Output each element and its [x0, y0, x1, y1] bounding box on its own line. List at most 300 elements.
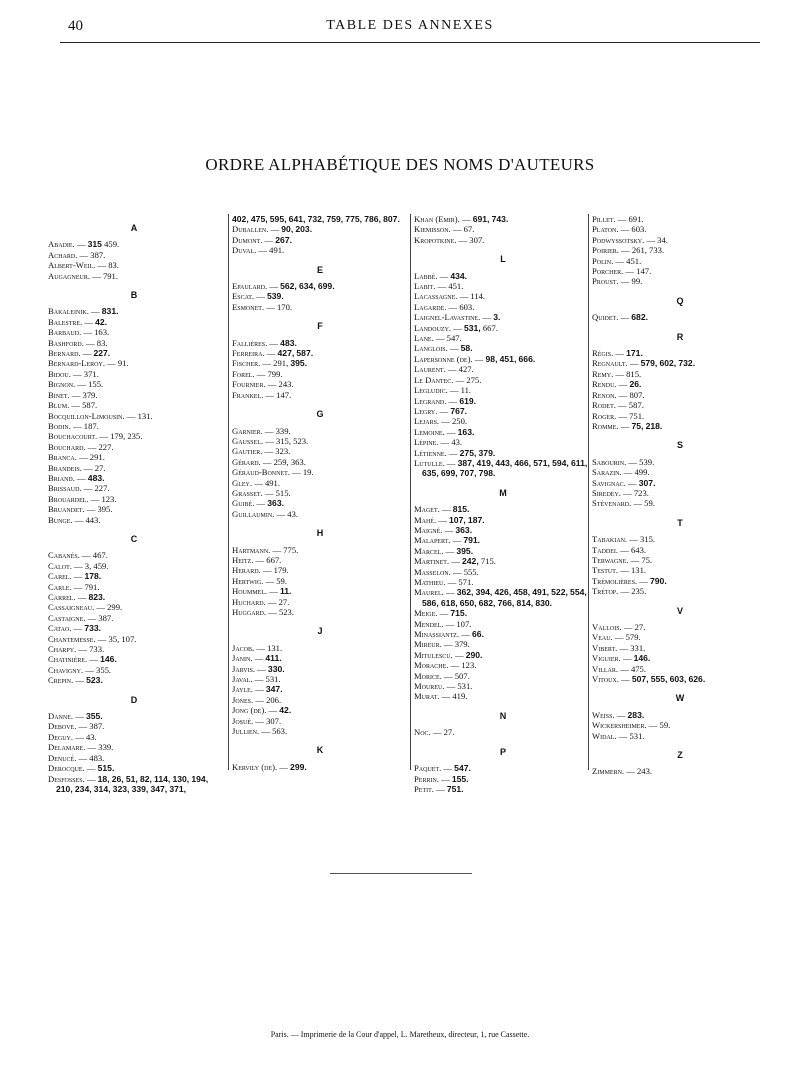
- page-reference: 107.: [121, 633, 137, 644]
- author-entry: [232, 446, 408, 456]
- page-reference: 314,: [93, 783, 111, 794]
- page-reference: 483.: [89, 752, 105, 763]
- entry-dash: —: [439, 405, 449, 416]
- author-name: Hoummel.: [232, 586, 268, 597]
- page-references: [657, 235, 668, 245]
- entry-dash: —: [254, 653, 264, 664]
- page-reference: 691,: [472, 214, 490, 224]
- entry-dash: —: [74, 560, 83, 571]
- page-reference: 466,: [514, 457, 532, 468]
- author-entry: [592, 488, 768, 498]
- page-references: [629, 214, 644, 224]
- author-entry: [592, 245, 768, 255]
- page-references: [626, 348, 643, 358]
- page-reference: 733.: [89, 644, 105, 655]
- entry-dash: —: [439, 608, 449, 619]
- page-reference: 171.: [626, 348, 643, 359]
- entry-dash: —: [438, 514, 447, 525]
- page-references: [458, 427, 475, 437]
- page-reference: 732,: [307, 214, 325, 224]
- author-entry: [232, 379, 408, 389]
- author-name: Rendu.: [592, 379, 617, 390]
- author-name: Terwagne.: [592, 554, 629, 565]
- page-reference: 790.: [649, 575, 667, 586]
- author-name: Viguier.: [592, 653, 621, 664]
- page-reference: 603,: [669, 674, 687, 685]
- page-reference: 830.: [535, 597, 553, 608]
- page-reference: 227.: [98, 441, 114, 452]
- page-reference: 458,: [513, 587, 531, 598]
- page-references: [629, 400, 644, 410]
- author-entry: [592, 224, 768, 234]
- page-references: [86, 732, 97, 742]
- entry-dash: —: [451, 556, 460, 567]
- author-entry: [48, 515, 220, 525]
- author-name: Masselon.: [414, 566, 451, 577]
- author-name: Weiss.: [592, 709, 615, 720]
- page-reference: 291.: [89, 452, 105, 463]
- author-entry: [232, 457, 408, 467]
- entry-dash: —: [625, 266, 635, 277]
- page-references: [303, 467, 314, 477]
- author-entry: [232, 224, 408, 234]
- entry-dash: —: [279, 761, 288, 772]
- page-references: [639, 478, 656, 488]
- entry-dash: —: [97, 260, 107, 271]
- page-reference: 555,: [650, 674, 668, 685]
- author-name: Gérard.: [232, 456, 261, 467]
- author-name: Fischer.: [232, 358, 261, 369]
- entry-dash: —: [446, 426, 456, 437]
- entry-dash: —: [264, 425, 274, 436]
- page-references: [89, 753, 104, 763]
- author-entry: [232, 716, 408, 726]
- author-entry: [414, 556, 592, 566]
- page-reference: 563.: [272, 726, 288, 737]
- author-entry: [232, 390, 408, 400]
- author-name: Gautier.: [232, 446, 263, 457]
- page-references: [267, 643, 282, 653]
- page-references: [280, 338, 297, 348]
- author-entry: [232, 643, 408, 653]
- entry-dash: —: [648, 720, 658, 731]
- author-name: Testut.: [592, 565, 619, 576]
- section-letter: Q: [676, 295, 684, 306]
- author-name: Ferreira.: [232, 348, 265, 359]
- page-reference: 187.: [83, 420, 99, 431]
- entry-dash: —: [264, 446, 274, 457]
- author-name: Danne.: [48, 711, 74, 722]
- entry-dash: —: [445, 545, 455, 556]
- author-entry: [232, 302, 408, 312]
- author-name: Javal.: [232, 674, 253, 685]
- page-reference: 667.: [266, 554, 282, 565]
- entry-dash: —: [91, 306, 100, 317]
- author-name: Barbaud.: [48, 327, 82, 338]
- author-name: Perrin.: [414, 773, 439, 784]
- page-reference: 602,: [659, 358, 677, 369]
- author-name: Lapersonne (de).: [414, 353, 473, 364]
- author-entry: [592, 214, 768, 224]
- page-reference: 807.: [629, 389, 645, 400]
- author-entry: [414, 224, 592, 234]
- page-reference: 75,: [631, 420, 644, 431]
- author-name: Lagarde.: [414, 301, 447, 312]
- page-reference: 751.: [446, 783, 464, 794]
- page-reference: 387.: [98, 612, 114, 623]
- author-name: Lépine.: [414, 437, 439, 448]
- page-reference: 59.: [276, 575, 287, 586]
- entry-dash: —: [74, 514, 84, 525]
- page-reference: 131.: [267, 642, 283, 653]
- author-name: Josué.: [232, 715, 254, 726]
- page-reference: 814,: [516, 597, 534, 608]
- section-letter: M: [499, 487, 507, 498]
- page-reference: 35,: [108, 633, 120, 644]
- entry-dash: —: [474, 353, 484, 364]
- entry-dash: —: [268, 607, 277, 617]
- page-reference: 751.: [629, 410, 645, 421]
- author-entry: [232, 467, 408, 477]
- author-entry: [48, 317, 220, 327]
- entry-dash: —: [620, 224, 630, 235]
- author-entry: [592, 369, 768, 379]
- author-name: Kiemisson.: [414, 224, 451, 235]
- entry-dash: —: [86, 773, 96, 784]
- author-name: Bruandet.: [48, 504, 85, 515]
- page-reference: 395.: [97, 504, 113, 515]
- author-name: Chatinière.: [48, 654, 88, 665]
- author-name: Sabourin.: [592, 456, 627, 467]
- page-reference: 170.: [276, 301, 293, 312]
- entry-dash: —: [620, 420, 630, 431]
- page-references: [97, 504, 112, 514]
- entry-dash: —: [79, 452, 88, 463]
- author-name: Delamare.: [48, 742, 86, 753]
- page-reference: 443.: [85, 514, 101, 525]
- entry-dash: —: [620, 276, 630, 287]
- page-reference: 259,: [273, 456, 289, 467]
- author-name: Veau.: [592, 632, 613, 643]
- author-name: Bodin.: [48, 420, 71, 431]
- page-reference: 347.: [265, 684, 283, 695]
- page-reference: 315: [87, 239, 102, 250]
- author-name: Jacob.: [232, 642, 255, 653]
- section-letter: K: [316, 745, 324, 756]
- author-entry: [232, 762, 408, 772]
- author-name: Heitz.: [232, 554, 254, 565]
- entry-dash: —: [73, 571, 83, 582]
- page-references: [269, 245, 284, 255]
- author-name: Lacassagne.: [414, 291, 458, 302]
- page-reference: 554,: [570, 587, 587, 598]
- entry-dash: —: [89, 654, 98, 665]
- author-entry: [414, 375, 592, 385]
- entry-dash: —: [629, 358, 639, 369]
- section-letter: N: [499, 710, 507, 721]
- page-reference: 419.: [452, 691, 468, 702]
- entry-dash: —: [264, 234, 274, 245]
- entry-dash: —: [266, 301, 275, 312]
- entry-dash: —: [254, 674, 264, 685]
- author-entry: [592, 674, 768, 684]
- author-entry: [414, 681, 592, 691]
- section-letter: T: [677, 517, 683, 528]
- page-reference: 43.: [85, 731, 97, 742]
- entry-dash: —: [617, 214, 627, 224]
- page-references: [85, 561, 109, 571]
- author-entry: [592, 632, 768, 642]
- author-name: Martinet.: [414, 556, 450, 567]
- page-references: [469, 235, 484, 245]
- entry-dash: —: [449, 343, 459, 354]
- page-reference: 451.: [626, 255, 642, 266]
- page-references: [455, 639, 470, 649]
- page-reference: 767.: [450, 405, 468, 416]
- author-entry: [232, 245, 408, 255]
- entry-dash: —: [269, 281, 278, 292]
- page-references: [629, 390, 644, 400]
- author-name: Stévenard.: [592, 498, 632, 509]
- entry-dash: —: [620, 586, 630, 597]
- entry-dash: —: [622, 653, 632, 664]
- page-reference: 579,: [640, 358, 658, 369]
- page-reference: 643.: [630, 544, 647, 555]
- page-references: [138, 411, 153, 421]
- author-name: Guillaumin.: [232, 508, 275, 519]
- author-entry: [232, 565, 408, 575]
- author-entry: [414, 364, 592, 374]
- entry-dash: —: [620, 312, 630, 323]
- entry-dash: —: [447, 577, 457, 587]
- page-reference: 395.: [456, 545, 474, 556]
- section-letter: L: [500, 254, 506, 265]
- author-entry: [592, 312, 768, 322]
- author-entry: [414, 763, 592, 773]
- page-reference: 667.: [482, 322, 498, 333]
- author-name: Legrand.: [414, 395, 447, 406]
- author-name: Esmonet.: [232, 301, 265, 312]
- page-reference: 587.: [628, 400, 644, 411]
- author-entry: [414, 639, 592, 649]
- page-reference: 307.: [469, 234, 485, 245]
- page-reference: 723.: [633, 487, 649, 498]
- page-references: [280, 281, 335, 291]
- author-entry: [592, 586, 768, 596]
- author-entry: [48, 411, 220, 421]
- entry-dash: —: [615, 368, 624, 379]
- page-reference: 66.: [472, 629, 484, 640]
- author-entry: [48, 571, 220, 581]
- page-references: [493, 312, 500, 322]
- entry-dash: —: [446, 457, 456, 468]
- entry-dash: —: [92, 270, 101, 281]
- page-references: [98, 742, 113, 752]
- page-reference: 250.: [451, 416, 468, 427]
- page-references: [89, 644, 104, 654]
- page-reference: 483.: [87, 472, 105, 483]
- author-name: Bunge.: [48, 514, 73, 525]
- section-letter: D: [130, 694, 138, 705]
- author-name: Bashford.: [48, 337, 84, 348]
- page-references: [450, 608, 467, 618]
- author-name: Mireur.: [414, 639, 442, 650]
- section-letter: R: [676, 331, 684, 342]
- author-entry: [414, 504, 592, 514]
- author-entry: [48, 732, 220, 742]
- page-reference: 387,: [457, 457, 475, 468]
- page-reference: 27.: [94, 462, 106, 473]
- page-reference: 179,: [110, 431, 126, 442]
- author-name: Proust.: [592, 276, 619, 287]
- entry-dash: —: [83, 483, 93, 494]
- page-reference: 131.: [137, 410, 153, 421]
- page-references: [290, 762, 307, 772]
- author-entry: [48, 369, 220, 379]
- author-name: Catao.: [48, 623, 72, 634]
- section-letter: H: [316, 528, 324, 539]
- page-reference: 547.: [446, 333, 462, 344]
- author-name: Widal.: [592, 730, 617, 741]
- page-references: [631, 664, 646, 674]
- page-reference: 203.: [295, 224, 313, 235]
- page-references: [486, 354, 536, 364]
- page-reference: 323.: [275, 446, 291, 457]
- author-entry: [48, 654, 220, 664]
- page-references: [84, 369, 99, 379]
- page-reference: 26.: [629, 379, 642, 390]
- page-references: [448, 281, 463, 291]
- page-reference: 531.: [265, 674, 281, 685]
- page-reference: 227.: [93, 348, 111, 359]
- author-entry: [592, 421, 768, 431]
- author-name: Lemoine.: [414, 426, 445, 437]
- page-reference: 75.: [641, 554, 653, 565]
- author-entry: [414, 333, 592, 343]
- page-references: [452, 416, 467, 426]
- entry-dash: —: [265, 389, 275, 400]
- author-name: Duballen.: [232, 224, 269, 235]
- page-reference: 107,: [449, 514, 466, 525]
- author-name: Bernard.: [48, 348, 81, 359]
- page-reference: 330.: [267, 663, 285, 674]
- author-name: Wickersheimer.: [592, 720, 647, 731]
- page-reference: 635,: [422, 468, 439, 479]
- author-name: Charpy.: [48, 644, 77, 655]
- author-entry: [592, 545, 768, 555]
- page-reference: 123.: [461, 660, 477, 671]
- entry-dash: —: [71, 389, 81, 400]
- page-reference: 459.: [104, 239, 120, 250]
- author-name: Kervily (de).: [232, 761, 278, 772]
- author-entry: [592, 256, 768, 266]
- author-name: Augagneur.: [48, 270, 91, 281]
- page-reference: 815.: [452, 504, 470, 515]
- page-references: [455, 525, 472, 535]
- section-letter: V: [676, 605, 683, 616]
- author-entry: [232, 586, 408, 596]
- page-reference: 315.: [639, 534, 656, 545]
- page-reference: 291,: [273, 358, 289, 369]
- page-reference: 163.: [94, 327, 110, 338]
- page-title: ORDRE ALPHABÉTIQUE DES NOMS D'AUTEURS: [205, 155, 595, 174]
- page-references: [630, 643, 645, 653]
- page-reference: 379.: [454, 639, 470, 650]
- page-reference: 11.: [460, 385, 472, 396]
- page-references: [641, 358, 696, 368]
- entry-dash: —: [639, 575, 648, 586]
- page-reference: 114,: [154, 773, 171, 784]
- running-title: TABLE DES ANNEXES: [326, 18, 494, 33]
- author-name: Forel.: [232, 368, 255, 379]
- page-references: [461, 385, 471, 395]
- entry-dash: —: [619, 642, 629, 653]
- author-entry: [48, 250, 220, 260]
- author-name: Kropotkine.: [414, 234, 457, 245]
- author-entry: [592, 720, 768, 730]
- closing-rule: [330, 873, 472, 874]
- page-reference: 163.: [457, 426, 475, 437]
- page-references: [279, 705, 291, 715]
- page-reference: 523.: [293, 435, 309, 446]
- page-references: [84, 623, 101, 633]
- page-reference: 523.: [278, 607, 294, 617]
- page-references: [452, 691, 467, 701]
- page-references: [266, 695, 281, 705]
- page-references: [107, 602, 122, 612]
- page-references: [268, 664, 285, 674]
- page-reference: 267.: [275, 234, 292, 245]
- page-references: [90, 452, 105, 462]
- author-entry: [48, 504, 220, 514]
- author-entry: [592, 498, 768, 508]
- author-entry: [414, 691, 592, 701]
- page-reference: 515.: [275, 487, 291, 498]
- page-reference: 547.: [454, 763, 471, 774]
- page-reference: 59.: [644, 498, 655, 509]
- page-references: [466, 650, 483, 660]
- page-references: [639, 457, 654, 467]
- page-references: [93, 348, 110, 358]
- page-reference: 275.: [466, 374, 482, 385]
- author-name: Crepin.: [48, 675, 74, 686]
- page-references: [452, 774, 469, 784]
- author-name: Hartmann.: [232, 544, 271, 555]
- page-reference: 531.: [457, 681, 473, 692]
- section-letter: P: [499, 746, 506, 757]
- author-name: Platon.: [592, 224, 619, 235]
- page-reference: 733.: [84, 623, 102, 634]
- entry-dash: —: [107, 358, 116, 369]
- author-entry: [232, 674, 408, 684]
- author-name: Létienne.: [414, 447, 447, 458]
- page-reference: 666.: [518, 353, 536, 364]
- author-entry: [48, 774, 220, 795]
- page-reference: 363.: [290, 456, 306, 467]
- page-references: [88, 379, 103, 389]
- entry-dash: —: [269, 337, 279, 348]
- author-name: Lejars.: [414, 416, 440, 427]
- section-letter: C: [130, 533, 138, 544]
- page-reference: 131.: [630, 565, 647, 576]
- page-references: [267, 291, 284, 301]
- page-reference: 147.: [636, 266, 652, 277]
- entry-dash: —: [628, 456, 638, 467]
- page-reference: 807.: [383, 214, 400, 224]
- page-reference: 387.: [90, 249, 106, 260]
- page-reference: 83.: [108, 260, 119, 271]
- section-letter: A: [130, 223, 138, 233]
